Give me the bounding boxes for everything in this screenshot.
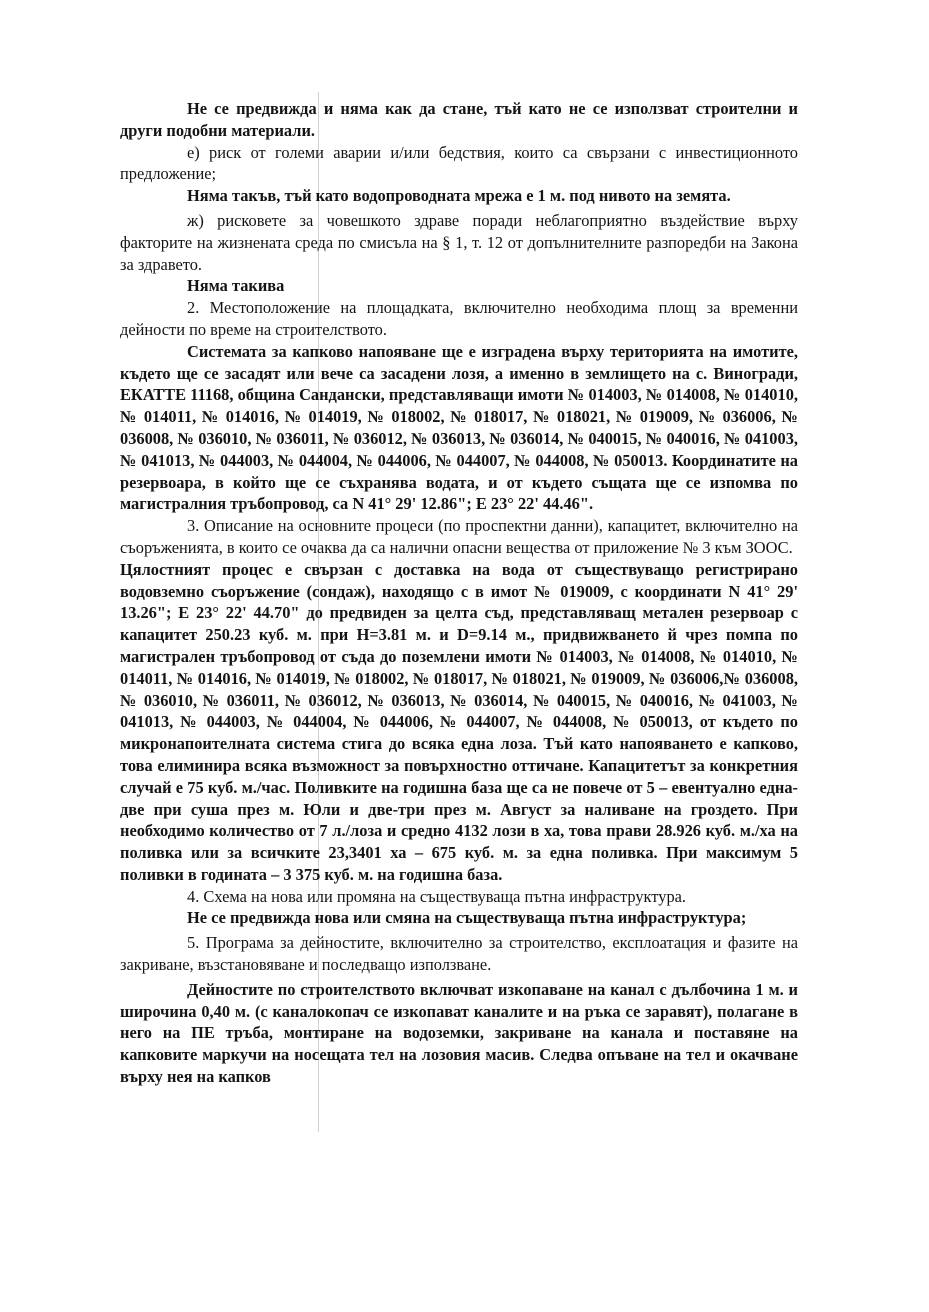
paragraph-risk-answer: Няма такъв, тъй като водопроводната мрежа е 1 м. под нивото на земята. xyxy=(187,186,731,206)
paragraph-activities-answer: Дейностите по строителството включват изкопаване на канал с дълбочина 1 м. и широчина 0,40 м. (с каналокопач се изкопават каналите и на ръка се заравят), полагане в него на ПЕ тръба, монтиране на водоземки, закриване на канала и поставяне на капковите маркучи на носещата тел на лозовия масив. Следва опъване на тел и окачване върху нея на капков xyxy=(120,979,798,1087)
paragraph-item-e: е) риск от големи аварии и/или бедствия, които са свързани с инвестиционното предложение; xyxy=(120,142,798,184)
paragraph-section-3: 3. Описание на основните процеси (по проспектни данни), капацитет, включително на съоръженията, в които се очаква да са налични опасни вещества от приложение № 3 към ЗООС. xyxy=(120,516,798,557)
paragraph-location-answer: Системата за капково напояване ще е изградена върху територията на имотите, където ще се засадят или вече са засадени лозя, а именно в землището на с. Виногради, ЕКАТТЕ 11168, община Сандански, представляващи имоти № 014003, № 014008, № 014010, № 014011, № 014016, № 014019, № 018002, № 018017, № 018021, № 019009, № 036006, № 036008, № 036010, № 036011, № 036012, № 036013, № 036014, № 040015, № 040016, № 041003, № 041013, № 044003, № 044004, № 044006, № 044007, № 044008, № 050013. Координатите на резервоара, в който ще се съхранява водата, и от където същата ще се изпомва по магистралния тръбопровод, са N 41° 29' 12.86"; E 23° 22' 44.46". xyxy=(120,341,798,514)
paragraph-section-2: 2. Местоположение на площадката, включително необходима площ за временни дейности по време на строителството. xyxy=(120,298,798,339)
paragraph-road-answer: Не се предвижда нова или смяна на съществуваща пътна инфраструктура; xyxy=(187,908,747,928)
paragraph-section-4: 4. Схема на нова или промяна на съществуваща пътна инфраструктура. xyxy=(187,886,687,906)
paragraph-item-zh: ж) рисковете за човешкото здраве поради неблагоприятно въздействие върху факторите на жизнената среда по смисъла на § 1, т. 12 от допълнителните разпоредби на Закона за здравето. xyxy=(120,210,798,274)
document-body xyxy=(120,98,798,1088)
paragraph-process-answer: Цялостният процес е свързан с доставка на вода от съществуващо регистрирано водовземно съоръжение (сондаж), находящо с в имот № 019009, с координати N 41° 29' 13.26"; E 23° 22' 44.70" до предвиден за целта съд, представляващ метален резервоар с капацитет 250.23 куб. м. при H=3.81 м. и D=9.14 м., придвижването й чрез помпа по магистрален тръбопровод от съда до поземлени имоти № 014003, № 014008, № 014010, № 014011, № 014016, № 014019, № 018002, № 018017, № 018021, № 019009, № 036006,№ 036008, № 036010, № 036011, № 036012, № 036013, № 036014, № 040015, № 040016, № 041003, № 041013, № 044003, № 044004, № 044006, № 044007, № 044008, № 050013, от където по микронапоителната система стига до всяка една лоза. Тъй като напояването е капково, това елиминира всяка възможност за повърхностно оттичане. Капацитетът за конкретния случай е 75 куб. м./час. Поливките на годишна база ще са не повече от 5 – евентуално една-две при суша през м. Юли и две-три през м. Август за наливане на гроздето. При необходимо количество от 7 л./лоза и средно 4132 лози в ха, това прави 28.926 куб. м./ха на поливка или за всичките 23,3401 ха – 675 куб. м. за една поливка. При максимум 5 поливки в годината – 3 375 куб. м. на годишна база. xyxy=(120,559,798,884)
paragraph-materials-answer: Не се предвижда и няма как да стане, тъй като не се използват строителни и други подобни материали. xyxy=(120,99,798,140)
paragraph-section-5: 5. Програма за дейностите, включително за строителство, експлоатация и фазите на закриване, възстановяване и последващо използване. xyxy=(120,933,798,975)
paragraph-health-answer: Няма такива xyxy=(187,276,285,296)
